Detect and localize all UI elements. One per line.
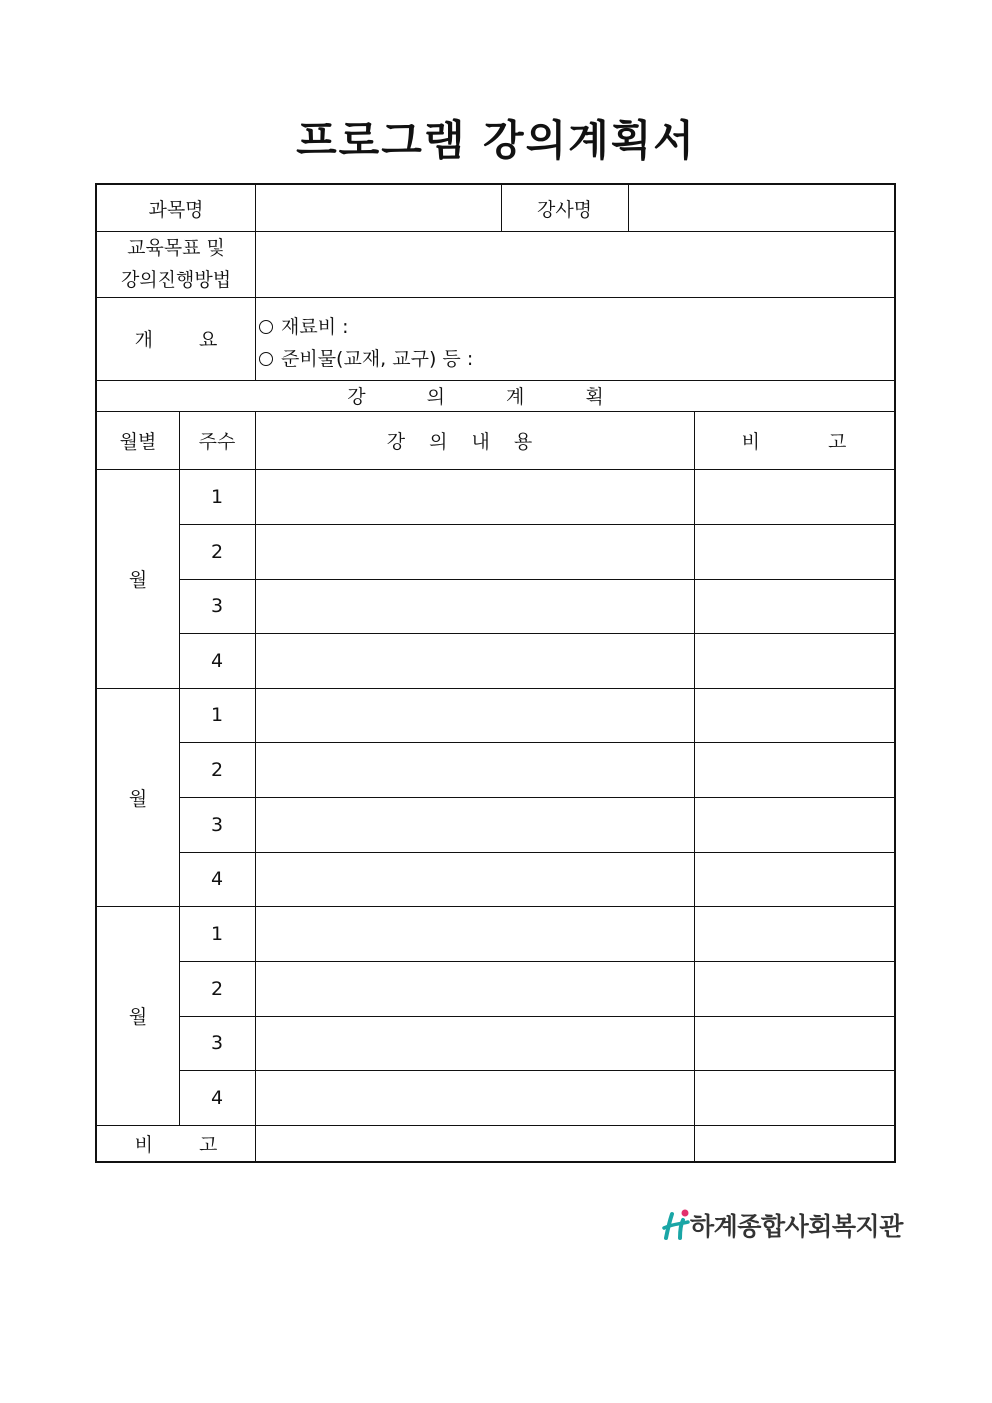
plan-section-title: 강 의 계 획 — [347, 386, 604, 408]
lecture-content-area[interactable] — [256, 470, 694, 1125]
hagye-logo-icon — [660, 1208, 690, 1242]
subject-field[interactable] — [256, 185, 501, 231]
overview-item-material-cost: 재료비 : — [259, 311, 473, 343]
col-week-header: 주수 — [198, 430, 236, 453]
month-cell: 월 — [128, 1006, 148, 1028]
lecture-plan-form — [95, 183, 896, 1163]
overview-list — [259, 311, 473, 375]
week-number: 4 — [210, 649, 224, 672]
col-month-header: 월별 — [119, 430, 157, 453]
subject-label: 과목명 — [148, 198, 204, 221]
lecture-note-area[interactable] — [695, 470, 894, 1125]
footer-note-extra-field[interactable] — [695, 1126, 894, 1161]
week-number: 3 — [210, 1032, 224, 1054]
overview-item-supplies: 준비물(교재, 교구) 등 : — [259, 343, 473, 375]
col-note-header: 비 고 — [741, 430, 847, 453]
overview-label: 개 요 — [134, 329, 218, 351]
instructor-field[interactable] — [629, 185, 894, 231]
week-number: 2 — [210, 540, 224, 563]
month-cell: 월 — [128, 787, 148, 810]
organization-logo — [660, 1205, 903, 1245]
week-number: 1 — [210, 485, 224, 508]
footer-note-label: 비 고 — [134, 1133, 218, 1156]
overview-field[interactable] — [477, 298, 894, 380]
week-number: 1 — [210, 922, 224, 945]
footer-note-field[interactable] — [256, 1126, 694, 1161]
week-number: 4 — [210, 1086, 224, 1109]
page-title: 프로그램 강의계획서 — [296, 116, 696, 165]
week-number: 4 — [210, 868, 224, 890]
week-number: 1 — [210, 704, 224, 726]
goals-label-line1: 교육목표 및 — [127, 237, 225, 259]
instructor-label: 강사명 — [536, 198, 593, 221]
week-number: 3 — [210, 813, 224, 836]
col-content-header: 강 의 내 용 — [386, 430, 533, 453]
goals-label — [97, 231, 255, 297]
goals-label-line2: 강의진행방법 — [120, 269, 232, 291]
circle-bullet-icon — [259, 352, 273, 366]
week-number: 2 — [210, 758, 224, 781]
goals-field[interactable] — [256, 232, 894, 297]
circle-bullet-icon — [259, 320, 273, 334]
month-cell: 월 — [128, 569, 148, 591]
organization-name: 하계종합사회복지관 — [690, 1212, 903, 1241]
week-number: 2 — [210, 977, 224, 1000]
week-number: 3 — [210, 595, 224, 617]
